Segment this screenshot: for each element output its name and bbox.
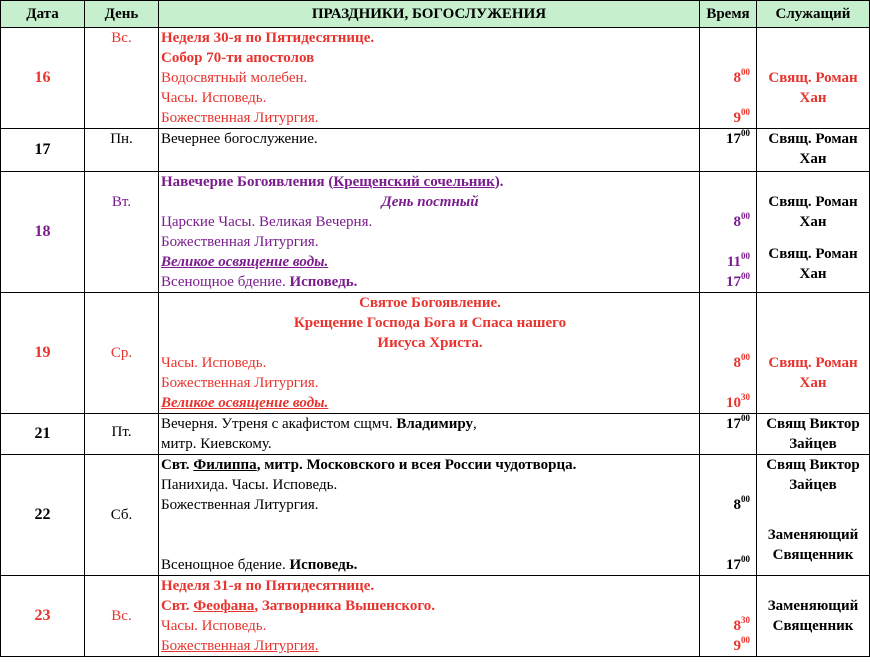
row-server — [757, 455, 870, 576]
event-line: Иисуса Христа. — [377, 335, 483, 351]
event-line: Собор 70-ти апостолов — [161, 50, 315, 66]
header-server: Служащий — [757, 1, 870, 28]
event-line: Святое Богоявление. — [359, 295, 501, 311]
row-date: 16 — [1, 28, 85, 129]
time-value: $8^{00}$ — [733, 211, 750, 230]
row-events — [159, 129, 700, 172]
row-date: 19 — [1, 293, 85, 414]
header-date: Дата — [1, 1, 85, 28]
event-line: Божественная Литургия. — [161, 497, 319, 513]
row-date: 17 — [1, 129, 85, 172]
row-server: Свящ Виктор Зайцев — [757, 414, 870, 455]
table-row — [1, 129, 870, 172]
time-value: $8^{00}$ — [733, 352, 750, 371]
server-name: Свящ Виктор Зайцев — [766, 457, 860, 493]
event-line: День постный — [381, 194, 479, 210]
server-name: Свящ. Роман Хан — [768, 70, 858, 106]
table-row — [1, 293, 870, 414]
time-value: $11^{00}$ — [726, 251, 750, 270]
row-day: Пн. — [85, 129, 159, 172]
server-name: Заменяющий Священник — [767, 527, 859, 563]
row-day: Вт. — [85, 172, 159, 293]
event-line: Свт. Феофана, Затворника Вышенского. — [161, 598, 436, 614]
row-day: Сб. — [85, 455, 159, 576]
row-server — [757, 576, 870, 657]
row-times — [700, 293, 757, 414]
row-date: 21 — [1, 414, 85, 455]
event-line: Великое освящение воды. — [161, 395, 329, 411]
event-line: Всенощное бдение. Исповедь. — [161, 274, 358, 290]
time-value: $8^{00}$ — [733, 494, 750, 513]
row-server: Свящ. Роман Хан — [757, 129, 870, 172]
row-day: Ср. — [85, 293, 159, 414]
row-date: 23 — [1, 576, 85, 657]
event-line: Царские Часы. Великая Вечерня. — [161, 214, 373, 230]
table-row — [1, 576, 870, 657]
event-line: Часы. Исповедь. — [161, 90, 267, 106]
row-events — [159, 293, 700, 414]
server-name: Свящ. Роман Хан — [768, 355, 858, 391]
event-line: Водосвятный молебен. — [161, 70, 308, 86]
event-line: Часы. Исповедь. — [161, 355, 267, 371]
time-value: $17^{00}$ — [726, 128, 750, 147]
row-server — [757, 28, 870, 129]
row-times — [700, 576, 757, 657]
event-line: Великое освящение воды. — [161, 254, 329, 270]
event-line: Божественная Литургия. — [161, 234, 319, 250]
row-server — [757, 293, 870, 414]
header-day: День — [85, 1, 159, 28]
row-times — [700, 172, 757, 293]
event-line: митр. Киевскому. — [161, 436, 272, 452]
row-date: 18 — [1, 172, 85, 293]
time-value: $9^{00}$ — [733, 635, 750, 654]
time-value: $17^{00}$ — [726, 554, 750, 573]
event-line: Панихида. Часы. Исповедь. — [161, 477, 338, 493]
row-day: Пт. — [85, 414, 159, 455]
row-server — [757, 172, 870, 293]
row-times — [700, 455, 757, 576]
event-line: Божественная Литургия. — [161, 638, 319, 654]
server-name: Свящ. Роман Хан — [768, 194, 858, 230]
header-row — [1, 1, 870, 28]
row-date: 22 — [1, 455, 85, 576]
event-line: Навечерие Богоявления (Крещенский сочельник). — [161, 174, 504, 190]
table-row — [1, 172, 870, 293]
event-line: Свт. Филиппа, митр. Московского и всея России чудотворца. — [161, 457, 577, 473]
row-day: Вс. — [85, 28, 159, 129]
row-events — [159, 455, 700, 576]
table-row — [1, 414, 870, 455]
server-name: Заменяющий Священник — [767, 598, 859, 634]
event-line: Всенощное бдение. Исповедь. — [161, 557, 358, 573]
event-line: Божественная Литургия. — [161, 375, 319, 391]
time-value: $17^{00}$ — [726, 413, 750, 432]
event-line: Вечерня. Утреня с акафистом сщмч. Владимиру, — [161, 416, 477, 432]
time-value: $8^{00}$ — [733, 67, 750, 86]
row-events — [159, 172, 700, 293]
row-times — [700, 414, 757, 455]
table-row — [1, 455, 870, 576]
row-times — [700, 129, 757, 172]
header-events: ПРАЗДНИКИ, БОГОСЛУЖЕНИЯ — [159, 1, 700, 28]
time-value: $8^{30}$ — [733, 615, 750, 634]
event-line: Крещение Господа Бога и Спаса нашего — [293, 315, 567, 331]
row-events — [159, 576, 700, 657]
event-line: Неделя 30-я по Пятидесятнице. — [161, 30, 375, 46]
row-events — [159, 414, 700, 455]
time-value: $10^{30}$ — [726, 392, 750, 411]
event-line: Неделя 31-я по Пятидесятнице. — [161, 578, 375, 594]
time-value: $17^{00}$ — [726, 271, 750, 290]
row-events — [159, 28, 700, 129]
event-line: Часы. Исповедь. — [161, 618, 267, 634]
event-line: Божественная Литургия. — [161, 110, 319, 126]
server-name: Свящ. Роман Хан — [768, 246, 858, 282]
time-value: $9^{00}$ — [733, 107, 750, 126]
row-day: Вс. — [85, 576, 159, 657]
event-line: Вечернее богослужение. — [161, 131, 318, 147]
header-time: Время — [700, 1, 757, 28]
table-row — [1, 28, 870, 129]
row-times — [700, 28, 757, 129]
